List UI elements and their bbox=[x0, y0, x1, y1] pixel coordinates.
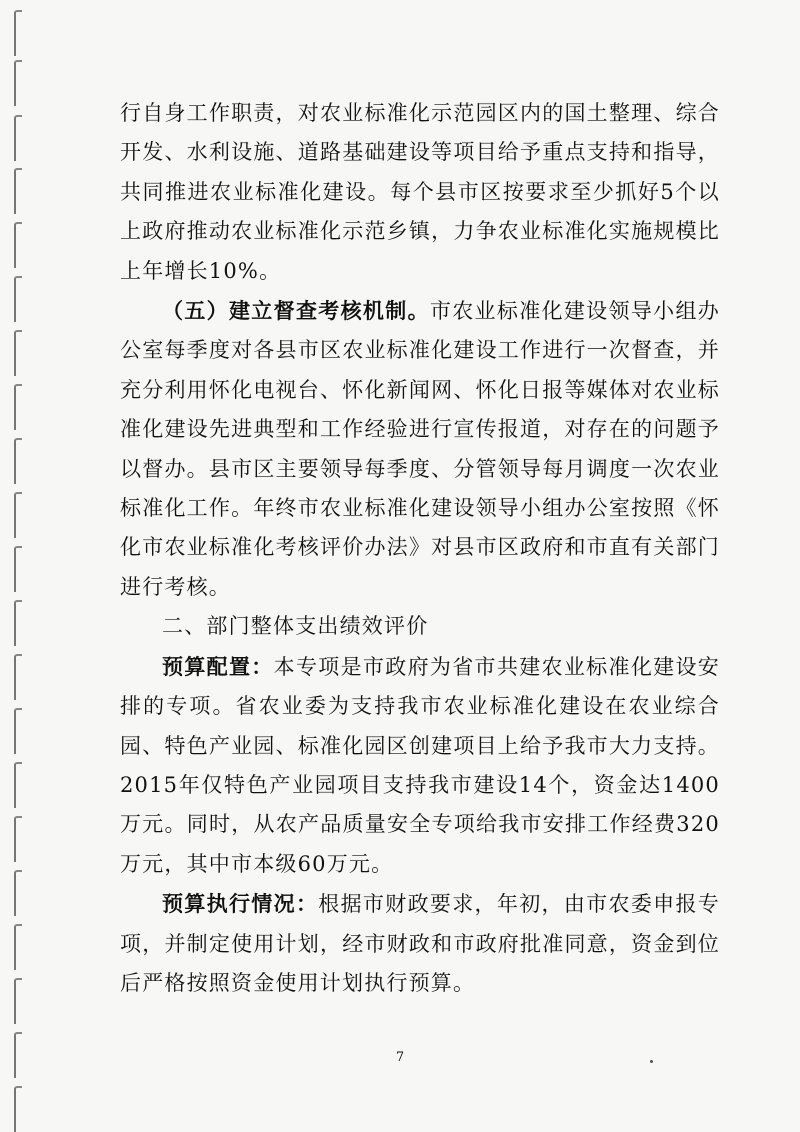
section-heading bbox=[120, 607, 720, 646]
paragraph-lead: 预算配置： bbox=[162, 653, 274, 679]
document-body bbox=[120, 94, 720, 1003]
paragraph-text: 根据市财政要求，年初，由市农委申报专项，并制定使用计划，经市财政和市政府批准同意，资金到位后严格按照资金使用计划执行预算。 bbox=[120, 892, 720, 995]
paragraph-1 bbox=[120, 94, 720, 291]
paragraph-text: 本专项是市政府为省市共建农业标准化建设安排的专项。省农业委为支持我市农业标准化建设在农业综合园、特色产业园、标准化园区创建项目上给予我市大力支持。2015年仅特色产业园项目支持我市建设14个，资金达1400万元。同时，从农产品质量安全专项给我市安排工作经费320万元，其中市本级60万元。 bbox=[120, 654, 720, 876]
paragraph-lead: 预算执行情况： bbox=[162, 891, 319, 917]
paragraph-text: 行自身工作职责，对农业标准化示范园区内的国土整理、综合开发、水利设施、道路基础建设等项目给予重点支持和指导，共同推进农业标准化建设。每个县市区按要求至少抓好5个以上政府推动农业标准化示范乡镇，力争农业标准化实施规模比上年增长10%。 bbox=[120, 101, 720, 283]
paragraph-2 bbox=[120, 291, 720, 607]
paragraph-4 bbox=[120, 647, 720, 884]
scan-speck bbox=[650, 1060, 653, 1063]
paragraph-lead: （五）建立督查考核机制。 bbox=[162, 298, 430, 324]
heading-text: 二、部门整体支出绩效评价 bbox=[162, 614, 429, 639]
paragraph-5 bbox=[120, 884, 720, 1003]
page-number: 7 bbox=[395, 1050, 405, 1065]
paragraph-text: 市农业标准化建设领导小组办公室每季度对各县市区农业标准化建设工作进行一次督查，并充分利用怀化电视台、怀化新闻网、怀化日报等媒体对农业标准化建设先进典型和工作经验进行宣传报道，对存在的问题予以督办。县市区主要领导每季度、分管领导每月调度一次农业标准化工作。年终市农业标准化建设领导小组办公室按照《怀化市农业标准化考核评价办法》对县市区政府和市直有关部门进行考核。 bbox=[120, 299, 720, 599]
binding-holes bbox=[0, 0, 40, 1132]
